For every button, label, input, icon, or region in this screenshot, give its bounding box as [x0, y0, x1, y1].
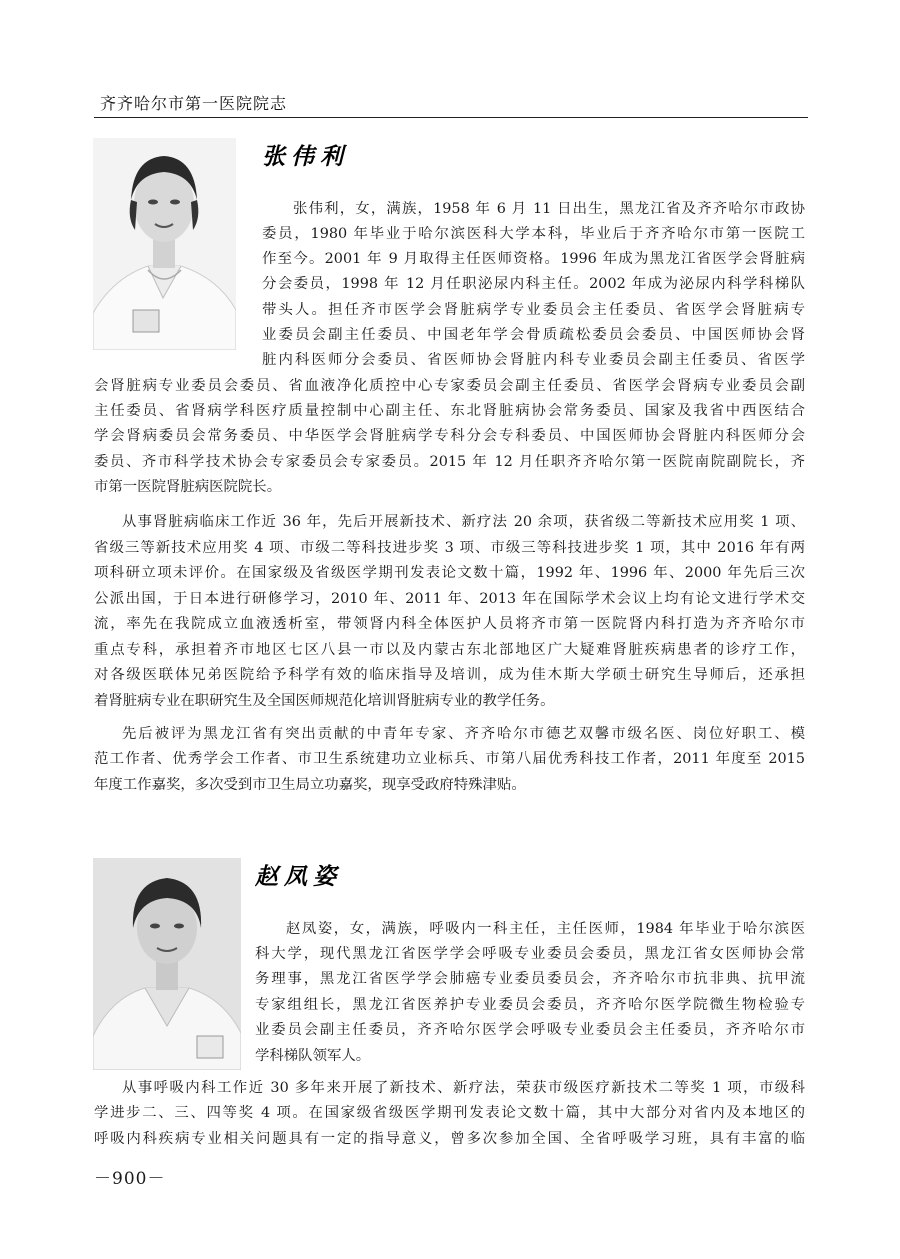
- text-line: 学会肾病委员会常务委员、中华医学会肾脏病学专科分会专科委员、中国医师协会肾脏内科医师分会: [94, 428, 805, 444]
- text-line: 分会委员，1998 年 12 月任职泌尿内科主任。2002 年成为泌尿内科学科梯队: [262, 276, 805, 292]
- text-line: 项科研立项未评价。在国家级及省级医学期刊发表论文数十篇，1992 年、1996 年、2000 年先后三次: [94, 565, 805, 581]
- text-line: 务理事，黑龙江省医学学会肺癌专业委员委员会，齐齐哈尔市抗非典、抗甲流: [255, 971, 805, 987]
- text-line: 学科梯队领军人。: [255, 1048, 371, 1064]
- text-line: 作至今。2001 年 9 月取得主任医师资格。1996 年成为黑龙江省医学会肾脏病: [262, 251, 805, 267]
- text-line: 科大学，现代黑龙江省医学学会呼吸专业委员会委员，黑龙江省女医师协会常: [255, 946, 805, 962]
- text-line: 年度工作嘉奖，多次受到市卫生局立功嘉奖，现享受政府特殊津贴。: [94, 777, 526, 793]
- text-line: 从事呼吸内科工作近 30 多年来开展了新技术、新疗法，荣获市级医疗新技术二等奖 1 项，市级科: [122, 1080, 805, 1096]
- text-line: 委员、齐市科学技术协会专家委员会专家委员。2015 年 12 月任职齐齐哈尔第一医院南院副院长，齐: [94, 454, 805, 470]
- text-line: 会肾脏病专业委员会委员、省血液净化质控中心专家委员会副主任委员、省医学会肾病专业委员会副: [94, 378, 805, 394]
- text-line: 市第一医院肾脏病医院院长。: [94, 479, 282, 495]
- text-line: 流，率先在我院成立血液透析室，带领肾内科全体医护人员将齐市第一医院肾内科打造为齐齐哈尔市: [94, 616, 805, 632]
- text-line: 业委员会副主任委员，齐齐哈尔医学会呼吸专业委员会主任委员，齐齐哈尔市: [255, 1022, 805, 1038]
- text-line: 脏内科医师分会委员、省医师协会肾脏内科专业委员会副主任委员、省医学: [262, 352, 805, 368]
- running-title: 齐齐哈尔市第一医院院志: [100, 94, 288, 113]
- text-line: 呼吸内科疾病专业相关问题具有一定的指导意义，曾多次参加全国、全省呼吸学习班，具有丰富的临: [94, 1131, 805, 1147]
- text-line: 重点专科，承担着齐市地区七区八县一市以及内蒙古东北部地区广大疑难肾脏疾病患者的诊疗工作，: [94, 642, 805, 658]
- text-line: 先后被评为黑龙江省有突出贡献的中青年专家、齐齐哈尔市德艺双馨市级名医、岗位好职工、模: [122, 726, 805, 742]
- text-line: 主任委员、省肾病学科医疗质量控制中心副主任、东北肾脏病协会常务委员、国家及我省中西医结合: [94, 403, 805, 419]
- text-line: 业委员会副主任委员、中国老年学会骨质疏松委员会委员、中国医师协会肾: [262, 327, 805, 343]
- page-number: －900－: [94, 1169, 166, 1189]
- text-line: 从事肾脏病临床工作近 36 年，先后开展新技术、新疗法 20 余项，获省级二等新技术应用奖 1 项、: [122, 514, 805, 530]
- text-line: 赵凤姿，女，满族，呼吸内一科主任，主任医师，1984 年毕业于哈尔滨医: [286, 921, 805, 937]
- text-line: 专家组组长，黑龙江省医养护专业委员会委员，齐齐哈尔医学院微生物检验专: [255, 997, 805, 1013]
- profile-name: 赵凤姿: [255, 863, 342, 890]
- header-rule: [94, 117, 808, 118]
- text-line: 学进步二、三、四等奖 4 项。在国家级省级医学期刊发表论文数十篇，其中大部分对省内及本地区的: [94, 1105, 805, 1121]
- text-line: 委员，1980 年毕业于哈尔滨医科大学本科，毕业后于齐齐哈尔市第一医院工: [262, 226, 805, 242]
- profile-name: 张伟利: [262, 143, 349, 170]
- text-line: 张伟利，女，满族，1958 年 6 月 11 日出生，黑龙江省及齐齐哈尔市政协: [293, 201, 805, 217]
- portrait-photo-zhao: [93, 858, 241, 1070]
- portrait-photo-zhang: [93, 138, 236, 350]
- text-line: 省级三等新技术应用奖 4 项、市级二等科技进步奖 3 项、市级三等科技进步奖 1 项，其中 2016 年有两: [94, 540, 805, 556]
- text-line: 对各级医联体兄弟医院给予科学有效的临床指导及培训，成为佳木斯大学硕士研究生导师后，还承担: [94, 667, 805, 683]
- text-line: 范工作者、优秀学会工作者、市卫生系统建功立业标兵、市第八届优秀科技工作者，2011 年度至 2015: [94, 751, 805, 767]
- text-line: 公派出国，于日本进行研修学习，2010 年、2011 年、2013 年在国际学术会议上均有论文进行学术交: [94, 591, 805, 607]
- text-line: 着肾脏病专业在职研究生及全国医师规范化培训肾脏病专业的教学任务。: [94, 693, 555, 709]
- text-line: 带头人。担任齐市医学会肾脏病学专业委员会主任委员、省医学会肾脏病专: [262, 302, 805, 318]
